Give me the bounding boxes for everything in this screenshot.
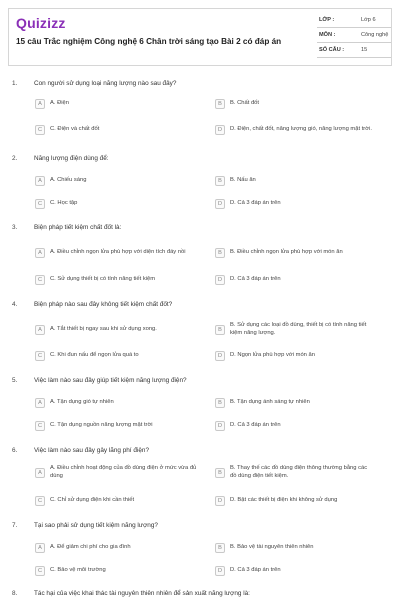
option-text: B. Tận dụng ánh sáng tự nhiên <box>230 398 310 405</box>
option-letter-badge: D <box>215 421 225 431</box>
question-text: Con người sử dụng loại năng lượng nào sau đây? <box>34 80 177 87</box>
option-b[interactable] <box>215 171 375 190</box>
option-text: A. Điện <box>50 99 70 106</box>
option-letter-badge: D <box>215 275 225 285</box>
option-b[interactable] <box>215 320 375 339</box>
option-d[interactable] <box>215 561 375 580</box>
option-text: D. Cả 3 đáp án trên <box>230 275 281 282</box>
option-letter-badge: C <box>35 125 45 135</box>
question-text: Biện pháp nào sau đây không tiết kiệm chất đốt? <box>34 301 173 308</box>
meta-key: SỐ CÂU : <box>319 47 345 53</box>
option-d[interactable] <box>215 270 375 289</box>
option-d[interactable] <box>215 491 375 510</box>
option-c[interactable] <box>35 194 203 213</box>
option-text: C. Sử dụng thiết bị có tính năng tiết kiệm <box>50 275 156 282</box>
option-letter-badge: B <box>215 468 225 478</box>
option-letter-badge: C <box>35 351 45 361</box>
option-text: B. Nấu ăn <box>230 176 256 183</box>
option-text: D. Bật các thiết bị điện khi không sử dụng <box>230 496 338 503</box>
question-number: 5. <box>12 377 18 384</box>
option-a[interactable] <box>35 320 203 339</box>
option-d[interactable] <box>215 194 375 213</box>
option-d[interactable] <box>215 120 375 139</box>
option-text: A. Để giảm chi phí cho gia đình <box>50 543 131 550</box>
option-text: C. Học tập <box>50 199 78 206</box>
option-letter-badge: A <box>35 543 45 553</box>
option-text: B. Bảo vệ tài nguyên thiên nhiên <box>230 543 314 550</box>
question-text: Tại sao phải sử dụng tiết kiệm năng lượng? <box>34 522 158 529</box>
option-letter-badge: C <box>35 199 45 209</box>
option-letter-badge: A <box>35 176 45 186</box>
option-c[interactable] <box>35 270 203 289</box>
option-a[interactable] <box>35 538 203 557</box>
option-c[interactable] <box>35 346 203 365</box>
option-text: D. Ngọn lửa phù hợp với món ăn <box>230 351 315 358</box>
question-text: Tác hại của việc khai thác tài nguyên thiên nhiên để sản xuất năng lượng là: <box>34 590 250 597</box>
option-d[interactable] <box>215 416 375 435</box>
question-number: 1. <box>12 80 18 87</box>
option-text: B. Sử dụng các loại đồ dùng, thiết bị có tính năng tiết kiệm năng lượng. <box>230 322 367 336</box>
option-letter-badge: D <box>215 125 225 135</box>
meta-row-subject <box>317 28 391 43</box>
option-text: D. Điện, chất đốt, năng lượng gió, năng lượng mặt trời. <box>230 125 372 132</box>
option-letter-badge: C <box>35 566 45 576</box>
option-letter-badge: D <box>215 566 225 576</box>
question-text: Việc làm nào sau đây gây lãng phí điện? <box>34 447 149 454</box>
option-letter-badge: B <box>215 398 225 408</box>
option-text: A. Điều chỉnh hoạt động của đồ dùng điện ở mức vừa đủ dùng <box>50 465 197 479</box>
option-text: C. Điện và chất đốt <box>50 125 100 132</box>
question-text: Năng lượng điện dùng để: <box>34 155 109 162</box>
option-text: C. Bảo vệ môi trường <box>50 566 106 573</box>
option-text: D. Cả 3 đáp án trên <box>230 566 281 573</box>
option-a[interactable] <box>35 94 203 113</box>
option-a[interactable] <box>35 243 203 262</box>
worksheet-title: 15 câu Trắc nghiệm Công nghệ 6 Chân trời sáng tạo Bài 2 có đáp án <box>16 37 282 46</box>
option-a[interactable] <box>35 393 203 412</box>
option-letter-badge: C <box>35 275 45 285</box>
option-text: A. Điều chỉnh ngọn lửa phù hợp với diện tích đáy nồi <box>50 248 186 255</box>
option-text: C. Tận dụng nguồn năng lượng mặt trời <box>50 421 153 428</box>
option-letter-badge: B <box>215 325 225 335</box>
option-b[interactable] <box>215 393 375 412</box>
option-letter-badge: C <box>35 421 45 431</box>
question-number: 3. <box>12 224 18 231</box>
meta-value: Lớp 6 <box>361 17 376 23</box>
option-text: D. Cả 3 đáp án trên <box>230 199 281 206</box>
question-text: Biện pháp tiết kiệm chất đốt là: <box>34 224 122 231</box>
question-text: Việc làm nào sau đây giúp tiết kiệm năng lượng điện? <box>34 377 187 384</box>
option-text: A. Tắt thiết bị ngay sau khi sử dụng xong. <box>50 325 157 332</box>
question-number: 4. <box>12 301 18 308</box>
quizizz-logo: Quizizz <box>16 15 66 31</box>
option-text: C. Chỉ sử dụng điện khi cần thiết <box>50 496 135 503</box>
option-text: A. Tận dụng gió tự nhiên <box>50 398 114 405</box>
question-number: 7. <box>12 522 18 529</box>
meta-key: MÔN : <box>319 32 336 38</box>
option-a[interactable] <box>35 171 203 190</box>
option-b[interactable] <box>215 94 375 113</box>
option-text: B. Chất đốt <box>230 99 260 106</box>
meta-value: 15 <box>361 47 368 53</box>
meta-key: LỚP : <box>319 17 335 23</box>
option-letter-badge: D <box>215 351 225 361</box>
option-c[interactable] <box>35 491 203 510</box>
option-a[interactable] <box>35 463 203 482</box>
option-letter-badge: C <box>35 496 45 506</box>
question-number: 6. <box>12 447 18 454</box>
option-c[interactable] <box>35 561 203 580</box>
meta-value: Công nghệ <box>361 32 389 38</box>
option-letter-badge: A <box>35 398 45 408</box>
option-letter-badge: A <box>35 99 45 109</box>
option-text: B. Điều chỉnh ngọn lửa phù hợp với món ăn <box>230 248 343 255</box>
meta-row-count <box>317 43 391 58</box>
option-letter-badge: D <box>215 199 225 209</box>
option-text: B. Thay thế các đồ dùng điện thông thường bằng các đồ dùng điện tiết kiệm. <box>230 465 368 479</box>
question-number: 2. <box>12 155 18 162</box>
worksheet-header <box>8 8 392 66</box>
worksheet-meta <box>317 13 391 58</box>
option-letter-badge: B <box>215 248 225 258</box>
meta-row-class <box>317 13 391 28</box>
option-c[interactable] <box>35 416 203 435</box>
option-b[interactable] <box>215 538 375 557</box>
option-letter-badge: A <box>35 468 45 478</box>
question-number: 8. <box>12 590 18 597</box>
option-letter-badge: B <box>215 99 225 109</box>
option-text: D. Cả 3 đáp án trên <box>230 421 281 428</box>
option-b[interactable] <box>215 243 375 262</box>
option-letter-badge: B <box>215 176 225 186</box>
option-letter-badge: D <box>215 496 225 506</box>
option-b[interactable] <box>215 463 375 482</box>
option-d[interactable] <box>215 346 375 365</box>
option-letter-badge: A <box>35 325 45 335</box>
option-c[interactable] <box>35 120 203 139</box>
option-letter-badge: A <box>35 248 45 258</box>
option-text: A. Chiếu sáng <box>50 176 87 183</box>
option-text: C. Khi đun nấu để ngọn lửa quá to <box>50 351 139 358</box>
option-letter-badge: B <box>215 543 225 553</box>
